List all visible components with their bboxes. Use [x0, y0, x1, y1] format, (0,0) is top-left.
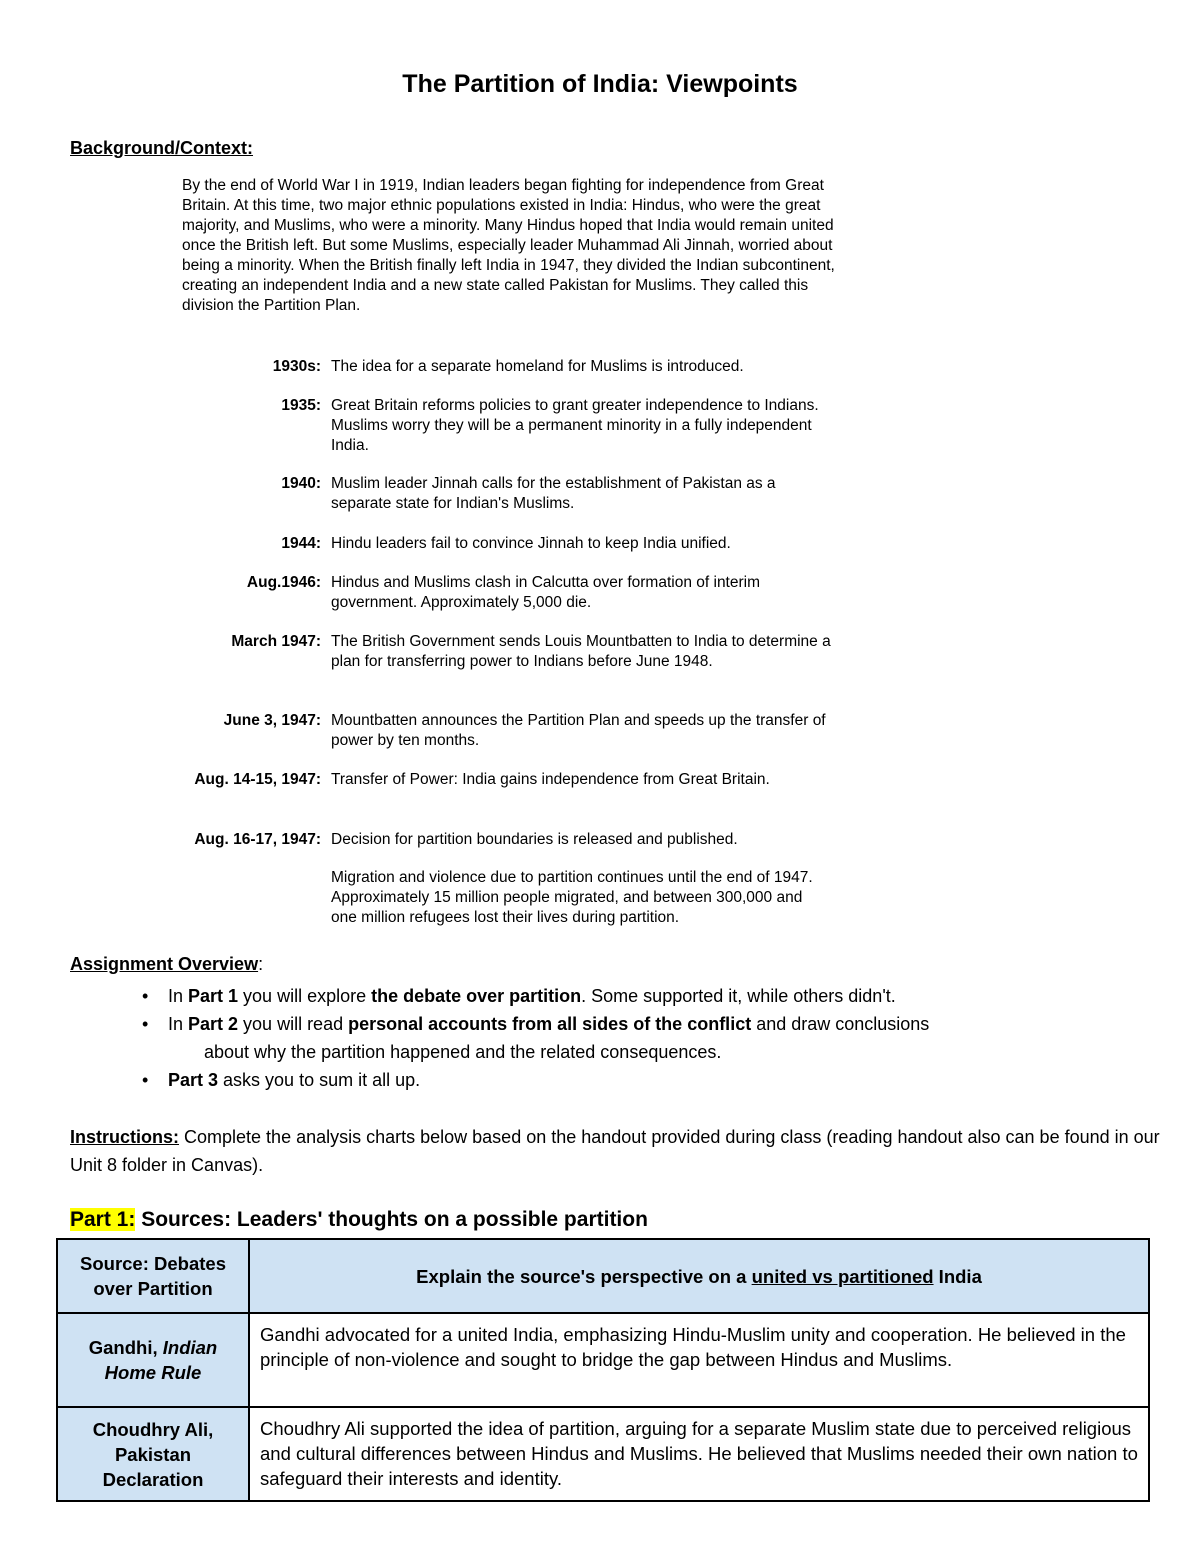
perspective-column-header — [249, 1239, 1149, 1313]
part-1-title: Sources: Leaders' thoughts on a possible partition — [135, 1208, 648, 1231]
timeline-date: 1940: — [281, 475, 321, 492]
instructions-label: Instructions: — [70, 1127, 180, 1147]
answer-cell[interactable]: Choudhry Ali supported the idea of partition, arguing for a separate Muslim state due to perceived religious and cultural differences between Hindus and Muslims. He believed that Muslims needed their own nation to safeguard their interests and identity. — [249, 1407, 1149, 1501]
table-row — [57, 1313, 1149, 1407]
bullet-text: In — [168, 1014, 189, 1034]
source-cell — [57, 1313, 249, 1407]
timeline-text: Great Britain reforms policies to grant greater independence to Indians. Muslims worry they will be a permanent minority in a fully independent India. — [331, 397, 819, 454]
timeline-date: Aug. 16-17, 1947: — [194, 831, 321, 848]
bullet-part-2 — [142, 1010, 1122, 1066]
timeline-date: June 3, 1947: — [223, 712, 321, 729]
source-name: Gandhi, — [88, 1337, 163, 1358]
timeline-text: Hindus and Muslims clash in Calcutta over formation of interim government. Approximately 5,000 die. — [331, 574, 761, 611]
table-row — [57, 1407, 1149, 1501]
bullet-part-1 — [142, 982, 1122, 1010]
bullet-text: you will read — [238, 1014, 349, 1034]
bullet-part-label: Part 3 — [168, 1070, 219, 1090]
timeline-date: 1944: — [281, 535, 321, 552]
timeline-date: March 1947: — [231, 633, 321, 650]
timeline-text: The British Government sends Louis Mountbatten to India to determine a plan for transferring power to Indians before June 1948. — [331, 633, 831, 670]
timeline-date: Aug.1946: — [246, 574, 321, 591]
assignment-bullets — [142, 982, 1122, 1094]
source-cell — [57, 1407, 249, 1501]
bullet-part-label: Part 2 — [188, 1014, 239, 1034]
header-underlined-text: united vs partitioned — [751, 1265, 934, 1287]
assignment-overview-label: Assignment Overview — [70, 954, 259, 974]
answer-cell[interactable]: Gandhi advocated for a united India, emphasizing Hindu-Muslim unity and cooperation. He believed in the principle of non-violence and sought to bridge the gap between Hindus and Muslims. — [249, 1313, 1149, 1407]
timeline-text: Transfer of Power: India gains independence from Great Britain. — [331, 771, 770, 788]
header-text: India — [933, 1265, 982, 1287]
header-text: Explain the source's perspective on a — [416, 1265, 752, 1287]
assignment-overview-colon: : — [258, 954, 264, 974]
background-paragraph: By the end of World War I in 1919, Indian leaders began fighting for independence from Great Britain. At this time, two major ethnic populations existed in India: Hindus, who were the great majority, and Muslims, who were a minority. Many Hindus hoped that India would remain united once the British left. But some Muslims, especially leader Muhammad Ali Jinnah, worried about being a minority. When the British finally left India in 1947, they divided the Indian subcontinent, creating an independent India and a new state called Pakistan for Muslims. They called this division the Partition Plan. — [182, 177, 835, 314]
source-column-header: Source: Debates over Partition — [57, 1239, 249, 1313]
analysis-table — [56, 1238, 1150, 1502]
background-heading: Background/Context: — [70, 138, 254, 158]
source-name: Choudhry Ali, Pakistan Declaration — [92, 1418, 214, 1490]
bullet-text: . Some supported it, while others didn't. — [581, 986, 896, 1006]
timeline-text: The idea for a separate homeland for Muslims is introduced. — [331, 358, 744, 375]
timeline-text: Migration and violence due to partition continues until the end of 1947. Approximately 15 million people migrated, and between 300,000 and one million refugees lost their lives during partition. — [331, 869, 813, 926]
page-title: The Partition of India: Viewpoints — [402, 70, 798, 98]
bullet-text: and draw conclusions — [751, 1014, 930, 1034]
timeline-text: Mountbatten announces the Partition Plan and speeds up the transfer of power by ten months. — [331, 712, 826, 749]
part-1-label: Part 1: — [70, 1208, 136, 1231]
bullet-text: you will explore — [238, 986, 372, 1006]
timeline-text: Decision for partition boundaries is released and published. — [331, 831, 738, 848]
bullet-continuation: about why the partition happened and the related consequences. — [204, 1042, 722, 1062]
bullet-part-label: Part 1 — [188, 986, 239, 1006]
timeline-text: Hindu leaders fail to convince Jinnah to keep India unified. — [331, 535, 731, 552]
bullet-emphasis: personal accounts from all sides of the conflict — [348, 1014, 752, 1034]
timeline-text: Muslim leader Jinnah calls for the establishment of Pakistan as a separate state for Indian's Muslims. — [331, 475, 776, 512]
instructions-text: Complete the analysis charts below based on the handout provided during class (reading handout also can be found in our Unit 8 folder in Canvas). — [70, 1127, 1160, 1175]
timeline-date: 1935: — [281, 397, 321, 414]
bullet-text: In — [168, 986, 189, 1006]
bullet-part-3 — [142, 1066, 1122, 1094]
assignment-overview-heading — [70, 954, 263, 975]
instructions — [70, 1123, 1160, 1179]
source-title: Indian Home Rule — [104, 1337, 218, 1383]
bullet-emphasis: the debate over partition — [371, 986, 582, 1006]
part-1-heading — [70, 1208, 648, 1232]
timeline-date: Aug. 14-15, 1947: — [194, 771, 321, 788]
table-header-row — [57, 1239, 1149, 1313]
bullet-text: asks you to sum it all up. — [218, 1070, 421, 1090]
timeline-date: 1930s: — [272, 358, 321, 375]
